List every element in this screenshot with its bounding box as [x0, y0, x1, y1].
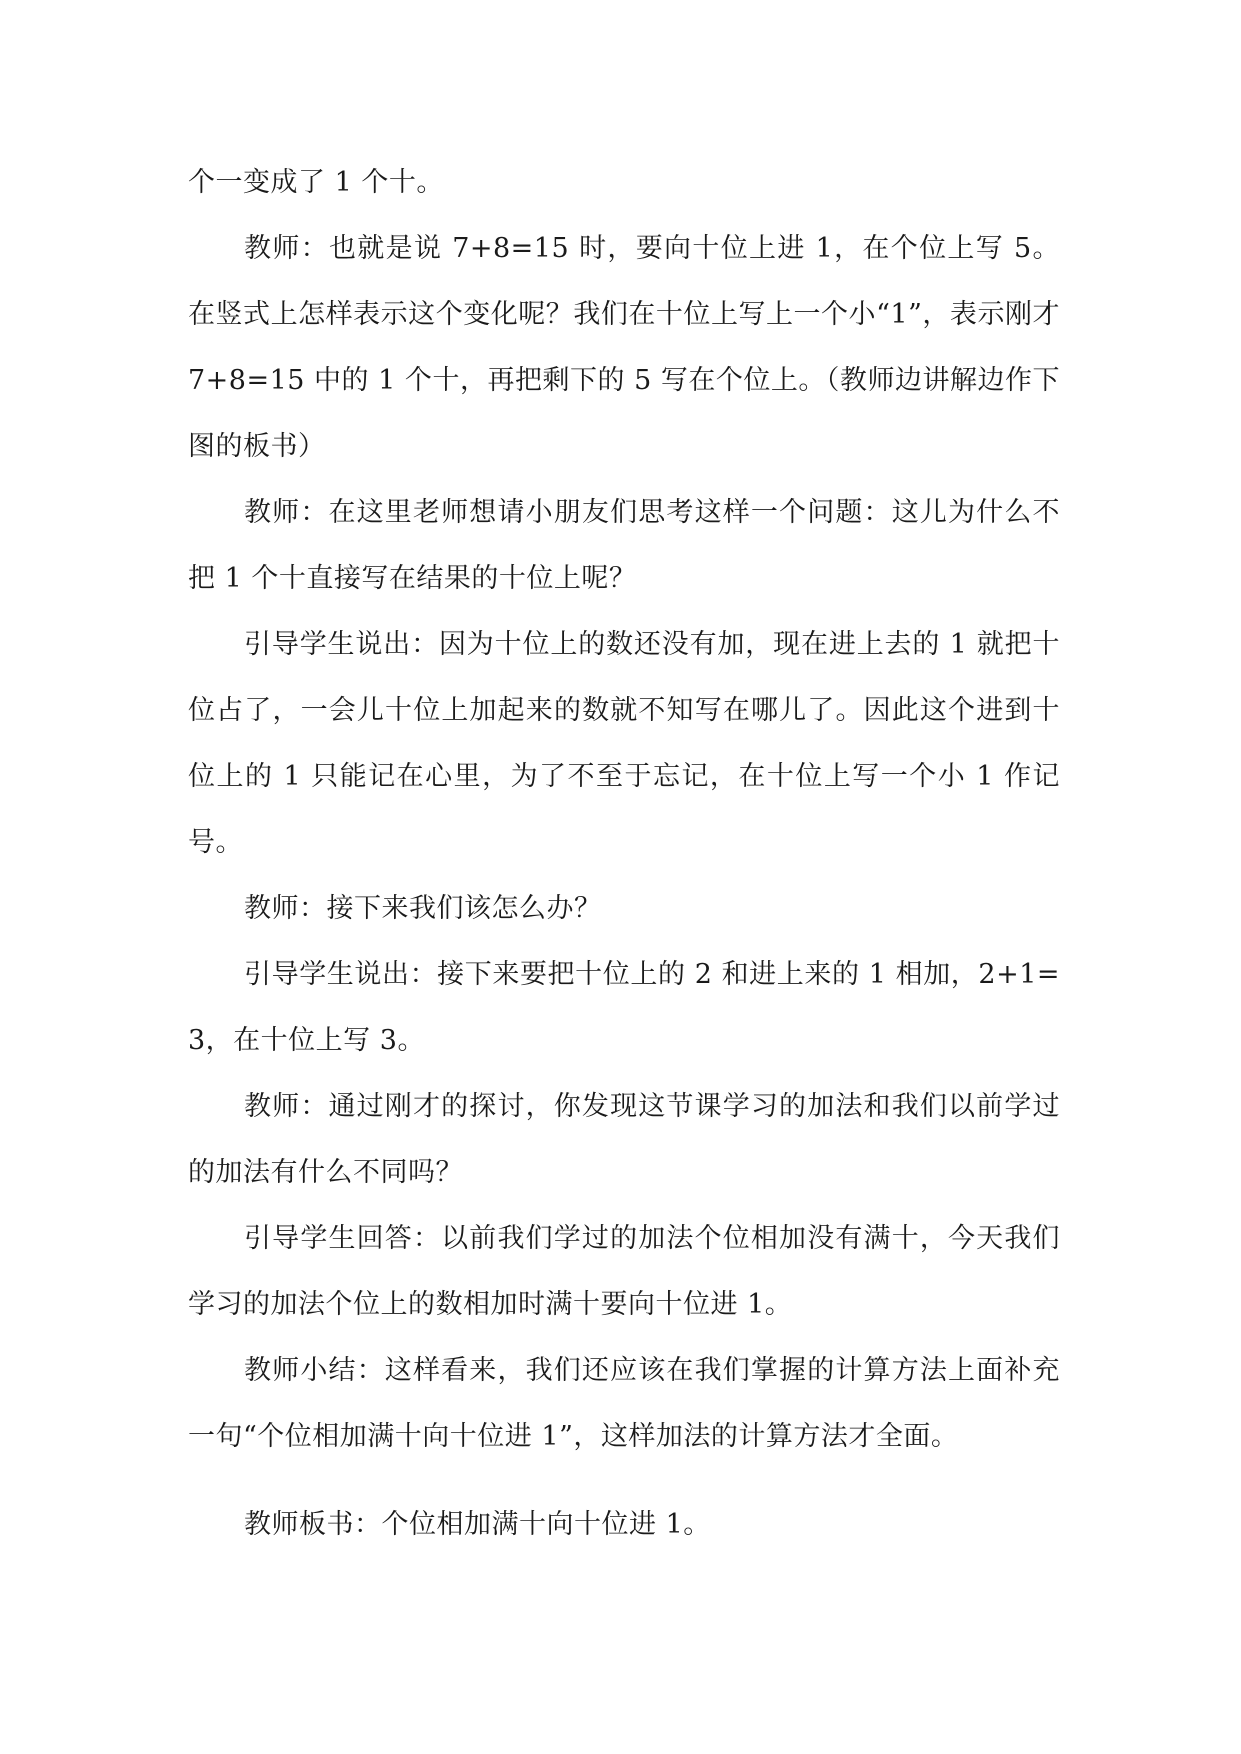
paragraph-student-answer-2: 引导学生说出：接下来要把十位上的 2 和进上来的 1 相加，2+1=3，在十位上写 3。: [188, 959, 1060, 1056]
paragraph-blackboard-note: 教师板书：个位相加满十向十位进 1。: [244, 1509, 711, 1540]
paragraph-teacher-explanation: 教师：也就是说 7+8=15 时，要向十位上进 1，在个位上写 5。在竖式上怎样表示这个变化呢？我们在十位上写上一个小“1”，表示刚才 7+8=15 中的 1 个十，再把剩下的 5 写在个位上。（教师边讲解边作下图的板书）: [188, 233, 1060, 462]
paragraph-student-answer-1: 引导学生说出：因为十位上的数还没有加，现在进上去的 1 就把十位占了，一会儿十位上加起来的数就不知写在哪儿了。因此这个进到十位上的 1 只能记在心里，为了不至于忘记，在十位上写一个小 1 作记号。: [188, 629, 1060, 858]
paragraph-teacher-comparison: 教师：通过刚才的探讨，你发现这节课学习的加法和我们以前学过的加法有什么不同吗？: [188, 1091, 1060, 1188]
paragraph-teacher-question: 教师：在这里老师想请小朋友们思考这样一个问题：这儿为什么不把 1 个十直接写在结果的十位上呢？: [188, 497, 1060, 594]
paragraph-teacher-next-step: 教师：接下来我们该怎么办？: [244, 893, 602, 924]
paragraph-student-answer-3: 引导学生回答：以前我们学过的加法个位相加没有满十，今天我们学习的加法个位上的数相加时满十要向十位进 1。: [188, 1223, 1060, 1320]
paragraph-teacher-summary: 教师小结：这样看来，我们还应该在我们掌握的计算方法上面补充一句“个位相加满十向十位进 1”，这样加法的计算方法才全面。: [188, 1355, 1060, 1452]
document-page: [188, 150, 1060, 1558]
paragraph-continuation: 个一变成了 1 个十。: [188, 167, 444, 198]
